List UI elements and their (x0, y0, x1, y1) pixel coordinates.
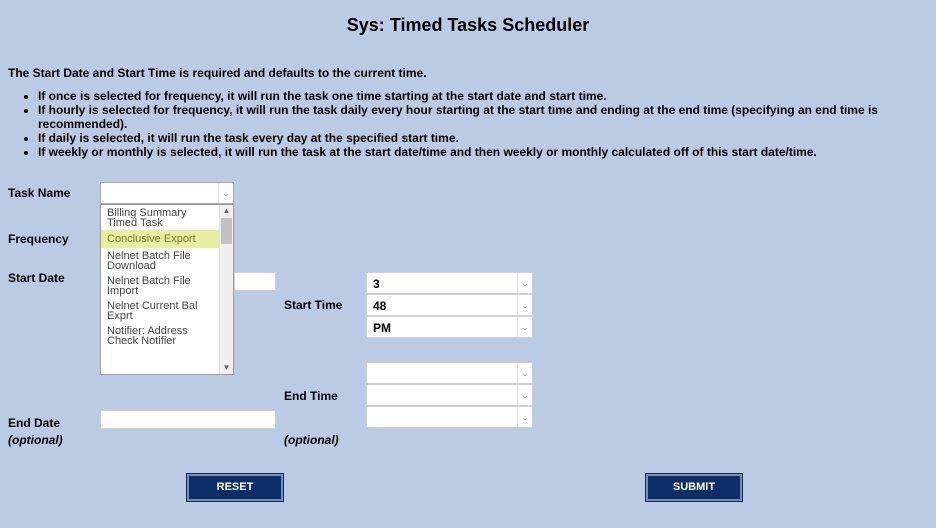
task-option-nelnet-current-bal[interactable]: Nelnet Current Bal Exprt (107, 300, 198, 322)
chevron-down-icon[interactable]: ⌄ (517, 295, 532, 315)
start-date-label: Start Date (8, 271, 65, 285)
start-ampm-value: PM (373, 321, 391, 335)
start-minute-select[interactable] (366, 294, 533, 316)
end-date-label: End Date (8, 416, 61, 430)
scroll-down-icon[interactable]: ▼ (222, 363, 231, 372)
chevron-down-icon[interactable]: ⌄ (517, 407, 532, 427)
chevron-down-icon[interactable]: ⌄ (517, 363, 532, 383)
start-ampm-select[interactable] (366, 316, 533, 338)
end-time-optional: (optional) (284, 433, 339, 447)
chevron-down-icon[interactable]: ⌄ (218, 183, 233, 203)
scrollbar-thumb[interactable] (221, 218, 232, 244)
start-date-input[interactable] (234, 272, 276, 291)
instruction-weekly-monthly: • If weekly or monthly is selected, it will run the task at the start date/time and then weekly or monthly calculated off of this start date/time. (38, 145, 928, 159)
chevron-down-icon[interactable]: ⌄ (517, 273, 532, 293)
chevron-down-icon[interactable]: ⌄ (517, 385, 532, 405)
task-option-nelnet-download[interactable]: Nelnet Batch File Download (107, 250, 191, 272)
start-time-label: Start Time (284, 298, 343, 312)
end-date-input[interactable] (100, 410, 276, 429)
intro-text: The Start Date and Start Time is required and defaults to the current time. (8, 66, 427, 80)
instruction-once: • If once is selected for frequency, it will run the task one time starting at the start date and start time. (38, 89, 928, 103)
frequency-label: Frequency (8, 232, 69, 246)
task-name-select[interactable] (100, 182, 234, 204)
task-option-conclusive-export[interactable]: Conclusive Export (101, 230, 219, 248)
end-time-label: End Time (284, 389, 338, 403)
dropdown-scrollbar[interactable] (219, 205, 233, 374)
reset-button[interactable]: RESET (187, 474, 283, 501)
start-hour-value: 3 (373, 277, 380, 291)
task-option-nelnet-import[interactable]: Nelnet Batch File Import (107, 275, 191, 297)
start-hour-select[interactable] (366, 272, 533, 294)
end-minute-select[interactable] (366, 384, 533, 406)
end-date-optional: (optional) (8, 433, 63, 447)
instruction-daily: • If daily is selected, it will run the task every day at the specified start time. (38, 131, 928, 145)
task-name-label: Task Name (8, 186, 71, 200)
submit-button[interactable]: SUBMIT (646, 474, 742, 501)
task-option-billing-summary[interactable]: Billing Summary Timed Task (107, 207, 187, 229)
instruction-hourly: • If hourly is selected for frequency, it will run the task daily every hour starting at the start time and ending at the end time (specifying an end time is recommended). (38, 103, 928, 131)
instructions-list (8, 89, 928, 159)
task-option-notifier-address[interactable]: Notifier: Address Check Notifier (107, 325, 188, 347)
start-minute-value: 48 (373, 299, 387, 313)
end-ampm-select[interactable] (366, 406, 533, 428)
task-name-dropdown[interactable] (100, 204, 234, 375)
chevron-down-icon[interactable]: ⌄ (517, 317, 532, 337)
end-hour-select[interactable] (366, 362, 533, 384)
scroll-up-icon[interactable]: ▲ (222, 206, 231, 215)
page-title: Sys: Timed Tasks Scheduler (346, 15, 590, 35)
